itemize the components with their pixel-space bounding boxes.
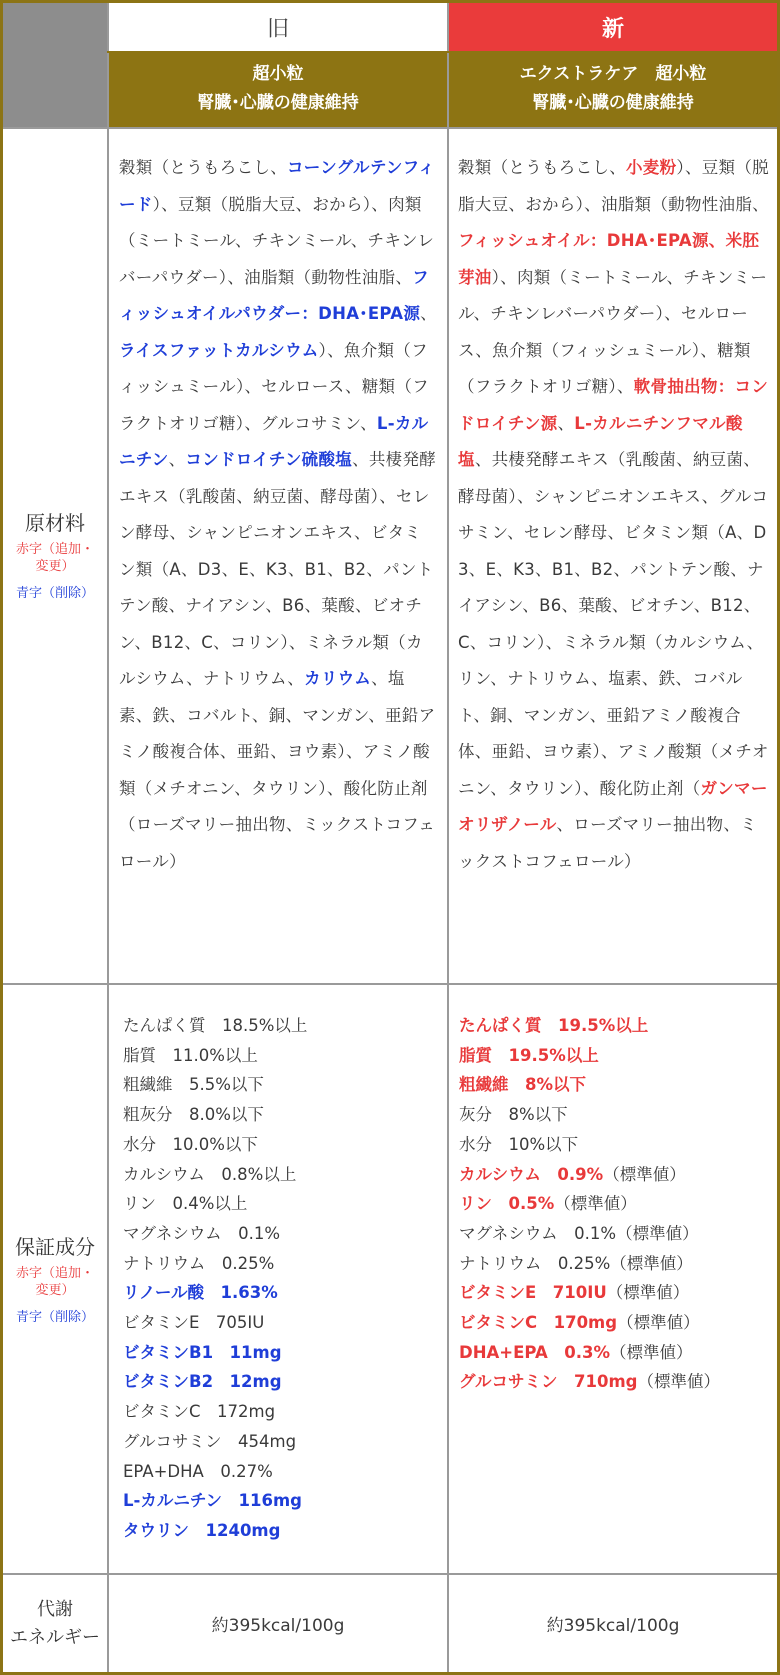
old-product-line-1: 超小粒 [252, 64, 304, 84]
ingredients-blue-note: 青字（削除） [15, 585, 94, 601]
nutrition-row [459, 1308, 771, 1338]
nutrition-row [123, 1219, 441, 1249]
ingredient-added: L-カルニチンフマル酸塩 [458, 413, 743, 469]
nutrition-note: （標準値） [610, 1253, 693, 1273]
ingredient-text: 、ローズマリー抽出物、ミックストコフェロール） [458, 815, 757, 871]
grid-line-h2 [3, 983, 777, 985]
nutrition-row [459, 1338, 771, 1368]
new-product-line-1: エクストラケア 超小粒 [519, 64, 707, 84]
ingredient-text: 、塩素、鉄、コバルト、銅、マンガン、亜鉛アミノ酸複合体、亜鉛、ヨウ素）、アミノ酸類（メチオニン、タウリン）、酸化防止剤（ローズマリー抽出物、ミックストコフェロール） [119, 669, 436, 871]
nutrition-row [459, 1219, 771, 1249]
nutrition-note: （標準値） [616, 1223, 699, 1243]
nutrition-red-note: 赤字（追加・変更） [15, 1265, 94, 1298]
nutrition-note: （標準値） [637, 1372, 720, 1392]
grid-line-v1 [107, 3, 109, 1672]
nutrition-value: ナトリウム 0.25% [459, 1253, 611, 1273]
new-energy-value: 約395kcal/100g [546, 1616, 680, 1636]
ingredient-text: 穀類（とうもろこし、 [119, 158, 287, 177]
nutrition-row [459, 1278, 771, 1308]
nutrition-value: ビタミンE 710IU [459, 1283, 607, 1303]
nutrition-blue-note: 青字（削除） [15, 1309, 94, 1325]
nutrition-row [459, 1367, 771, 1397]
nutrition-row [459, 1070, 771, 1100]
nutrition-value: ビタミンC 170mg [459, 1313, 618, 1333]
nutrition-value: 粗繊維 5.5%以下 [123, 1075, 264, 1095]
energy-label-line-2: エネルギー [10, 1626, 100, 1648]
nutrition-value: 水分 10%以下 [459, 1134, 579, 1154]
nutrition-value: マグネシウム 0.1% [123, 1223, 281, 1243]
nutrition-value: マグネシウム 0.1% [459, 1223, 617, 1243]
nutrition-row [123, 1338, 441, 1368]
grid-line-v2 [447, 3, 449, 1672]
ingredient-removed: ライスファットカルシウム [119, 340, 319, 360]
nutrition-row [123, 1100, 441, 1130]
ingredient-removed: カリウム [304, 669, 372, 688]
nutrition-row [123, 1367, 441, 1397]
old-product-name [109, 51, 447, 127]
new-product-name [449, 51, 777, 127]
ingredient-text: 、 [420, 304, 437, 323]
nutrition-value: リノール酸 1.63% [123, 1283, 278, 1303]
old-ingredients-text [119, 150, 437, 880]
ingredient-text: ）、肉類（ミートミール、チキンミール、チキンレバーパウダー）、セルロース、魚介類（フィッシュミール）、糖類（フラクトオリゴ糖）、 [458, 267, 768, 396]
new-nutrition-list [459, 1011, 771, 1397]
ingredient-removed: コンドロイチン硫酸塩 [185, 450, 353, 469]
old-energy-value: 約395kcal/100g [211, 1616, 345, 1636]
nutrition-row [459, 1130, 771, 1160]
nutrition-value: 水分 10.0%以下 [123, 1134, 258, 1154]
nutrition-value: たんぱく質 18.5%以上 [123, 1016, 308, 1035]
nutrition-row [459, 1160, 771, 1190]
nutrition-row [459, 1189, 771, 1219]
ingredient-removed: コーングルテンフィード [119, 158, 435, 214]
nutrition-value: グルコサミン 454mg [123, 1431, 297, 1451]
nutrition-row [459, 1100, 771, 1130]
ingredient-text: ）、豆類（脱脂大豆、おから）、油脂類（動物性油脂、 [458, 158, 769, 214]
ingredient-added: 軟骨抽出物：コンドロイチン源 [458, 377, 769, 433]
old-product-line-2: 腎臓･心臓の健康維持 [197, 93, 359, 113]
ingredient-added: 小麦粉 [626, 158, 677, 177]
nutrition-row [123, 1516, 441, 1546]
nutrition-row [459, 1011, 771, 1041]
ingredient-removed: フィッシュオイルパウダー：DHA･EPA源 [119, 267, 429, 323]
nutrition-note: （標準値） [606, 1283, 690, 1303]
nutrition-value: リン 0.4%以上 [123, 1194, 248, 1214]
nutrition-value: EPA+DHA 0.27% [123, 1461, 273, 1481]
nutrition-row [459, 1249, 771, 1279]
old-column-header: 旧 [109, 3, 447, 51]
nutrition-note: （標準値） [609, 1342, 693, 1362]
nutrition-row [123, 1308, 441, 1338]
new-column-header: 新 [449, 3, 777, 51]
old-nutrition-list [123, 1011, 441, 1546]
nutrition-row [459, 1041, 771, 1071]
nutrition-row [123, 1278, 441, 1308]
nutrition-value: カルシウム 0.8%以上 [123, 1164, 297, 1184]
nutrition-value: リン 0.5% [459, 1194, 555, 1214]
nutrition-label [3, 985, 107, 1573]
nutrition-row [123, 1070, 441, 1100]
nutrition-value: DHA+EPA 0.3% [459, 1342, 610, 1362]
nutrition-row [123, 1041, 441, 1071]
ingredients-red-note: 赤字（追加・変更） [15, 541, 94, 574]
nutrition-row [123, 1160, 441, 1190]
ingredient-text: 穀類（とうもろこし、 [458, 158, 626, 177]
grid-line-h1 [3, 127, 777, 129]
nutrition-value: カルシウム 0.9% [459, 1164, 604, 1184]
nutrition-row [123, 1189, 441, 1219]
ingredient-text: 、共棲発酵エキス（乳酸菌、納豆菌、酵母菌）、シャンピニオンエキス、グルコサミン、セレン酵母、ビタミン類（A、D3、E、K3、B1、B2、パントテン酸、ナイアシン、B6、葉酸、ビオチン、B12、C、コリン）、ミネラル類（カルシウム、リン、ナトリウム、塩素、鉄、コバルト、銅、マンガン、亜鉛アミノ酸複合体、亜鉛、ヨウ素）、アミノ酸類（メチオニン、タウリン）、酸化防止剤（ [458, 450, 769, 798]
nutrition-value: ナトリウム 0.25% [123, 1253, 275, 1273]
energy-label-line-1: 代謝 [37, 1598, 73, 1620]
nutrition-value: タウリン 1240mg [123, 1520, 281, 1540]
new-ingredients-text [458, 150, 770, 880]
nutrition-title: 保証成分 [15, 1234, 95, 1259]
grid-line-h3 [3, 1573, 777, 1575]
grid-line-h0 [107, 51, 777, 53]
nutrition-value: 粗灰分 8.0%以下 [123, 1105, 264, 1125]
nutrition-note: （標準値） [603, 1164, 686, 1184]
ingredient-text: ）、魚介類（フィッシュミール）、セルロース、糖類（フラクトオリゴ糖）、グルコサミン、 [119, 340, 429, 433]
corner-cell [3, 3, 107, 127]
ingredients-label [3, 127, 107, 983]
energy-label [3, 1575, 107, 1672]
ingredient-text: 、 [168, 450, 186, 469]
nutrition-value: ビタミンB1 11mg [123, 1342, 282, 1362]
nutrition-value: 灰分 8%以下 [459, 1105, 568, 1125]
nutrition-value: ビタミンB2 12mg [123, 1372, 282, 1392]
nutrition-value: 脂質 11.0%以上 [123, 1045, 258, 1065]
nutrition-row [123, 1011, 441, 1041]
nutrition-row [123, 1486, 441, 1516]
nutrition-value: たんぱく質 19.5%以上 [459, 1016, 649, 1035]
ingredient-text: ）、豆類（脱脂大豆、おから）、肉類（ミートミール、チキンミール、チキンレバーパウダー）、油脂類（動物性油脂、 [119, 194, 435, 287]
nutrition-value: 脂質 19.5%以上 [459, 1045, 599, 1065]
nutrition-row [123, 1457, 441, 1487]
ingredient-removed: L-カルニチン [119, 413, 429, 469]
ingredient-added: ガンマーオリザノール [458, 778, 768, 834]
nutrition-value: ビタミンE 705IU [123, 1313, 265, 1333]
ingredients-title: 原材料 [25, 510, 85, 535]
nutrition-value: L-カルニチン 116mg [123, 1491, 302, 1511]
nutrition-value: ビタミンC 172mg [123, 1402, 276, 1422]
nutrition-row [123, 1427, 441, 1457]
nutrition-value: 粗繊維 8%以下 [459, 1075, 587, 1095]
ingredient-text: 、共棲発酵エキス（乳酸菌、納豆菌、酵母菌）、セレン酵母、シャンピニオンエキス、ビタミン類（A、D3、E、K3、B1、B2、パントテン酸、ナイアシン、B6、葉酸、ビオチン、B12、C、コリン）、ミネラル類（カルシウム、ナトリウム、 [119, 450, 437, 688]
ingredient-added: フィッシュオイル：DHA･EPA源、米胚芽油 [458, 231, 760, 287]
new-product-line-2: 腎臓･心臓の健康維持 [532, 93, 694, 113]
ingredient-text: 、 [557, 413, 575, 433]
nutrition-row [123, 1397, 441, 1427]
nutrition-note: （標準値） [617, 1313, 700, 1333]
nutrition-note: （標準値） [554, 1194, 637, 1214]
nutrition-row [123, 1249, 441, 1279]
nutrition-row [123, 1130, 441, 1160]
nutrition-value: グルコサミン 710mg [459, 1372, 638, 1392]
